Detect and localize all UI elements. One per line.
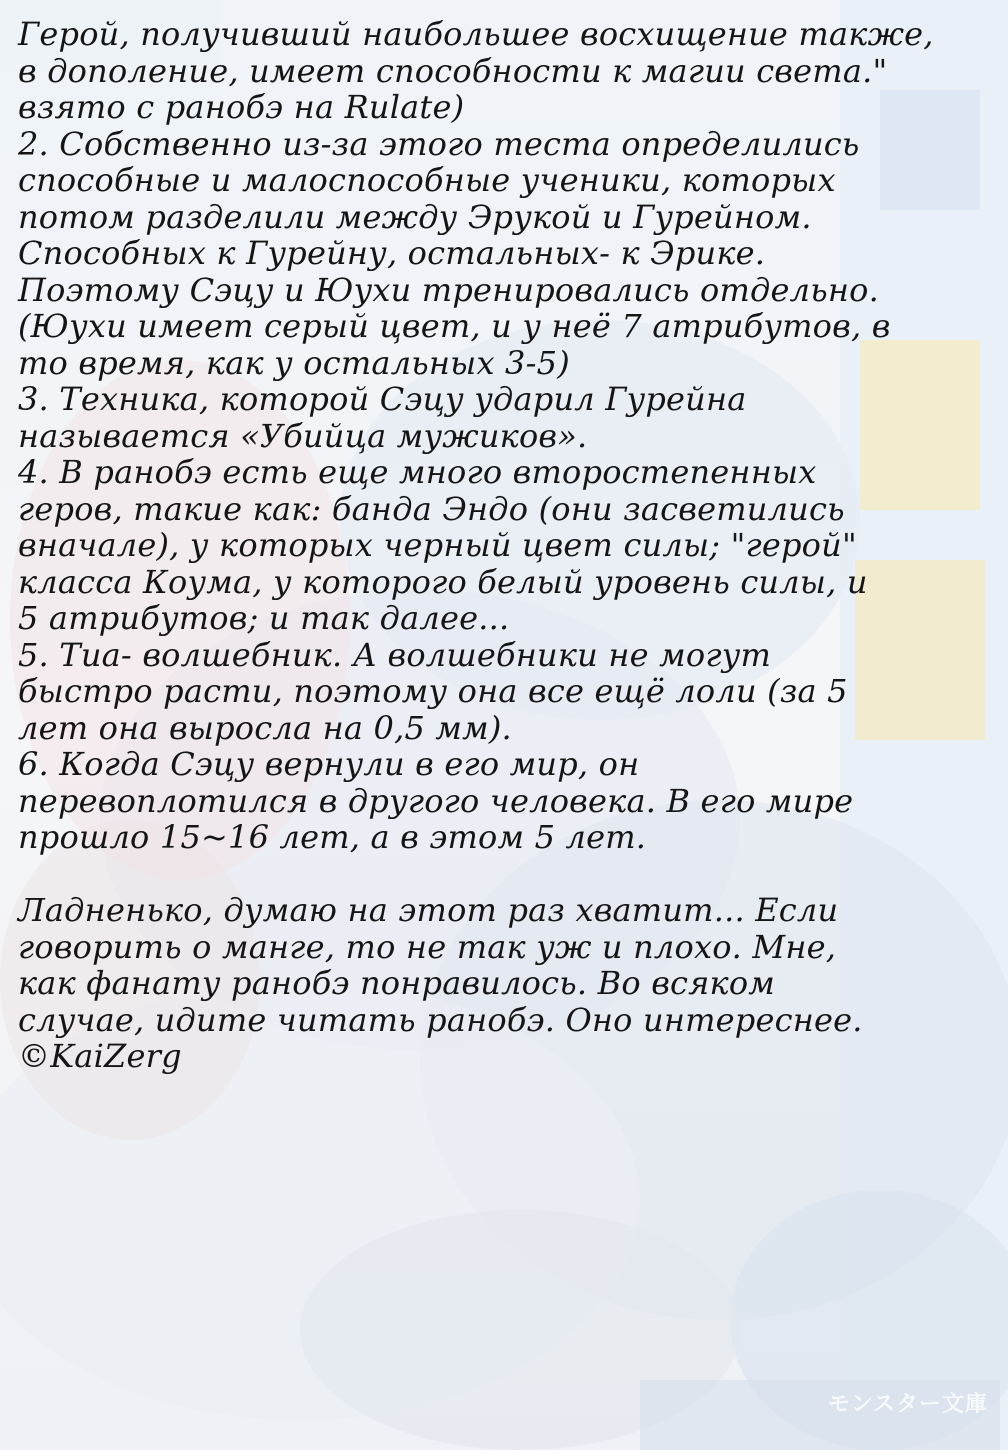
note-line: Способных к Гурейну, остальных- к Эрике. (18, 234, 766, 272)
closing-line: говорить о манге, то не так уж и плохо. Мне, (18, 927, 837, 966)
note-line: взято с ранобэ на Rulate) (18, 88, 465, 126)
note-line: перевоплотился в другого человека. В его мире (18, 781, 854, 820)
note-line: (Юухи имеет серый цвет, и у неё 7 атрибутов, в (18, 307, 891, 345)
translator-notes (18, 16, 996, 1075)
note-line: способные и малоспособные ученики, которых (18, 161, 836, 199)
closing-line: Ладненько, думаю на этот раз хватит... Если (18, 891, 839, 929)
note-line: 2. Собственно из-за этого теста определились (18, 124, 860, 163)
note-line: то время, как у остальных 3-5) (18, 343, 570, 382)
note-line: класса Коума, у которого белый уровень силы, и (18, 562, 868, 601)
closing-line: случае, идите читать ранобэ. Оно интереснее. (18, 1000, 863, 1039)
note-line: 3. Техника, которой Сэцу ударил Гурейна (18, 380, 747, 418)
note-line: геров, такие как: банда Эндо (они засветились (18, 489, 845, 528)
note-line: потом разделили между Эрукой и Гурейном. (18, 197, 812, 236)
note-line: 4. В ранобэ есть еще много второстепенных (18, 453, 817, 491)
closing-line: как фанату ранобэ понравилось. Во всяком (18, 964, 776, 1002)
note-line: 5 атрибутов; и так далее... (18, 599, 510, 637)
note-line: Поэтому Сэцу и Юухи тренировались отдельно. (18, 270, 879, 309)
note-line: называется «Убийца мужиков». (18, 416, 588, 455)
note-line: 5. Тиа- волшебник. А волшебники не могут (18, 635, 771, 674)
note-line: 6. Когда Сэцу вернули в его мир, он (18, 745, 640, 783)
note-line: лет она выросла на 0,5 мм). (18, 708, 512, 747)
note-line: быстро расти, поэтому она все ещё лоли (за 5 (18, 672, 848, 710)
note-line: Герой, получивший наибольшее восхищение также, (18, 15, 934, 53)
note-line: прошло 15~16 лет, а в этом 5 лет. (18, 818, 647, 856)
note-line: вначале), у которых черный цвет силы; "герой" (18, 526, 857, 564)
signature: ©KaiZerg (18, 1037, 182, 1075)
paragraph-gap (18, 856, 996, 893)
note-line: в дополение, имеет способности к магии света." (18, 51, 888, 90)
publisher-logo: モンスター文庫 (827, 1392, 988, 1417)
